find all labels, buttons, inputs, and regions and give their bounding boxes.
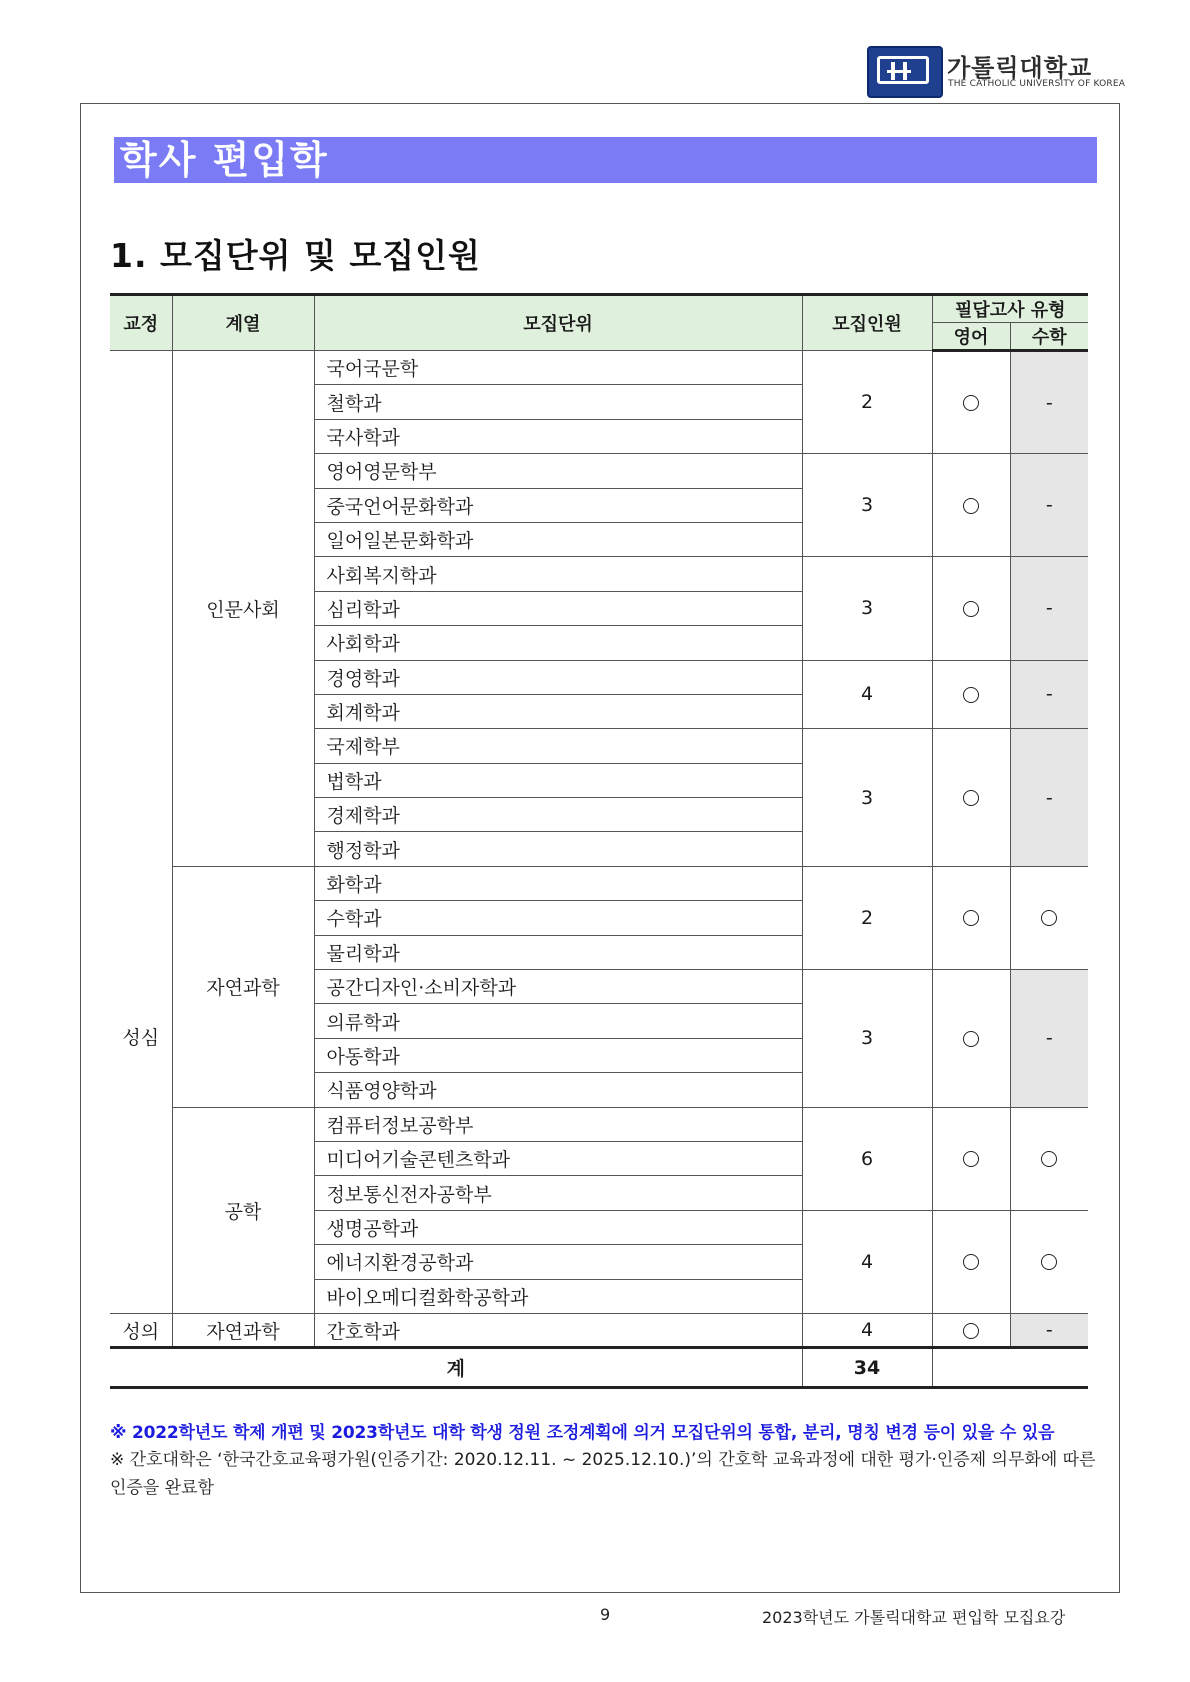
- unit-cell: 에너지환경공학과: [314, 1245, 802, 1279]
- circle-mark-icon: [963, 395, 979, 411]
- english-cell: [932, 351, 1010, 454]
- campus-label: 성심: [122, 1027, 160, 1050]
- english-cell: [932, 557, 1010, 660]
- total-row: [110, 1348, 1088, 1388]
- unit-cell: 바이오메디컬화학공학과: [314, 1279, 802, 1313]
- logo-name: 가톨릭대학교: [947, 54, 1093, 82]
- unit-cell: 심리학과: [314, 591, 802, 625]
- circle-mark-icon: [963, 1323, 979, 1339]
- english-cell: [932, 729, 1010, 867]
- circle-mark-icon: [1041, 910, 1057, 926]
- header-english: 영어: [932, 323, 1010, 351]
- quota-cell: 4: [802, 1313, 932, 1347]
- field-label: 공학: [224, 1200, 262, 1223]
- math-cell: -: [1010, 351, 1088, 454]
- circle-mark-icon: [963, 1151, 979, 1167]
- total-value: 34: [802, 1348, 932, 1388]
- header-math: 수학: [1010, 323, 1088, 351]
- field-cell: 자연과학: [172, 1313, 314, 1347]
- unit-cell: 중국언어문화학과: [314, 488, 802, 522]
- english-cell: [932, 1313, 1010, 1347]
- circle-mark-icon: [1041, 1151, 1057, 1167]
- note-nursing: ※ 간호대학은 ‘한국간호교육평가원(인증기간: 2020.12.11. ~ 2025.12.10.)’의 간호학 교육과정에 대한 평가·인증제 의무화에 따른 인증을 완료함: [110, 1450, 1096, 1498]
- unit-cell: 공간디자인·소비자학과: [314, 970, 802, 1004]
- math-cell: [1010, 1210, 1088, 1313]
- english-cell: [932, 866, 1010, 969]
- field-cell: [172, 1107, 314, 1313]
- unit-cell: 컴퓨터정보공학부: [314, 1107, 802, 1141]
- field-label: 인문사회: [206, 598, 280, 621]
- header-unit: 모집단위: [314, 295, 802, 351]
- field-label: 자연과학: [206, 977, 280, 1000]
- note-restructure: ※ 2022학년도 학제 개편 및 2023학년도 대학 학생 정원 조정계획에 의거 모집단위의 통합, 분리, 명칭 변경 등이 있을 수 있음: [110, 1423, 1055, 1443]
- header-quota: 모집인원: [802, 295, 932, 351]
- footer-title: 2023학년도 가톨릭대학교 편입학 모집요강: [762, 1608, 1066, 1627]
- unit-cell: 식품영양학과: [314, 1073, 802, 1107]
- circle-mark-icon: [963, 498, 979, 514]
- english-cell: [932, 1210, 1010, 1313]
- university-emblem-icon: [867, 46, 943, 98]
- circle-mark-icon: [963, 601, 979, 617]
- campus-cell: 성의: [110, 1313, 172, 1347]
- table-row: [110, 1313, 1088, 1347]
- quota-cell: 2: [802, 351, 932, 454]
- total-label: 계: [110, 1348, 802, 1388]
- unit-cell: 국제학부: [314, 729, 802, 763]
- unit-cell: 사회복지학과: [314, 557, 802, 591]
- unit-cell: 법학과: [314, 763, 802, 797]
- quota-cell: 2: [802, 866, 932, 969]
- math-cell: -: [1010, 1313, 1088, 1347]
- unit-cell: 일어일본문화학과: [314, 522, 802, 556]
- page-heading: 1. 모집단위 및 모집인원: [110, 236, 481, 275]
- circle-mark-icon: [963, 687, 979, 703]
- header-field: 계열: [172, 295, 314, 351]
- math-cell: [1010, 1107, 1088, 1210]
- unit-cell: 생명공학과: [314, 1210, 802, 1244]
- circle-mark-icon: [963, 790, 979, 806]
- table-row: [110, 351, 1088, 385]
- field-cell: [172, 866, 314, 1107]
- header-exam-type: 필답고사 유형: [932, 295, 1088, 323]
- unit-cell: 철학과: [314, 385, 802, 419]
- page-number: 9: [600, 1605, 611, 1624]
- math-cell: [1010, 866, 1088, 969]
- header-campus: 교정: [110, 295, 172, 351]
- unit-cell: 아동학과: [314, 1038, 802, 1072]
- section-title: 학사 편입학: [120, 138, 329, 182]
- english-cell: [932, 970, 1010, 1108]
- english-cell: [932, 660, 1010, 729]
- unit-cell: 간호학과: [314, 1313, 802, 1347]
- unit-cell: 회계학과: [314, 694, 802, 728]
- math-cell: -: [1010, 970, 1088, 1108]
- unit-cell: 의류학과: [314, 1004, 802, 1038]
- total-empty: [932, 1348, 1088, 1388]
- unit-cell: 행정학과: [314, 832, 802, 866]
- circle-mark-icon: [1041, 1254, 1057, 1270]
- circle-mark-icon: [963, 1031, 979, 1047]
- university-logo: [867, 46, 1127, 98]
- quota-cell: 4: [802, 1210, 932, 1313]
- unit-cell: 경제학과: [314, 798, 802, 832]
- unit-cell: 경영학과: [314, 660, 802, 694]
- campus-cell: [110, 351, 172, 1314]
- table-row: [110, 866, 1088, 900]
- circle-mark-icon: [963, 1254, 979, 1270]
- quota-cell: 3: [802, 729, 932, 867]
- quota-cell: 4: [802, 660, 932, 729]
- unit-cell: 수학과: [314, 901, 802, 935]
- logo-subtitle: THE CATHOLIC UNIVERSITY OF KOREA: [948, 79, 1126, 89]
- english-cell: [932, 454, 1010, 557]
- unit-cell: 사회학과: [314, 626, 802, 660]
- admission-table: [110, 293, 1088, 1389]
- section-banner: [114, 137, 1097, 183]
- unit-cell: 물리학과: [314, 935, 802, 969]
- quota-cell: 3: [802, 454, 932, 557]
- circle-mark-icon: [963, 910, 979, 926]
- table-row: [110, 1107, 1088, 1141]
- math-cell: -: [1010, 729, 1088, 867]
- field-cell: [172, 351, 314, 867]
- unit-cell: 국사학과: [314, 419, 802, 453]
- unit-cell: 국어국문학: [314, 351, 802, 385]
- unit-cell: 화학과: [314, 866, 802, 900]
- unit-cell: 영어영문학부: [314, 454, 802, 488]
- math-cell: -: [1010, 454, 1088, 557]
- math-cell: -: [1010, 557, 1088, 660]
- quota-cell: 3: [802, 557, 932, 660]
- english-cell: [932, 1107, 1010, 1210]
- quota-cell: 3: [802, 970, 932, 1108]
- quota-cell: 6: [802, 1107, 932, 1210]
- unit-cell: 미디어기술콘텐츠학과: [314, 1141, 802, 1175]
- unit-cell: 정보통신전자공학부: [314, 1176, 802, 1210]
- math-cell: -: [1010, 660, 1088, 729]
